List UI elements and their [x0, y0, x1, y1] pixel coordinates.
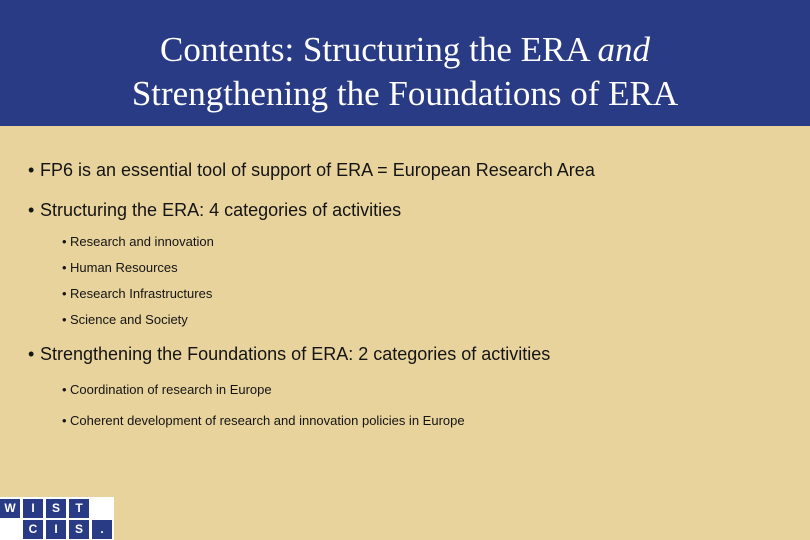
sub-bullet: [62, 260, 178, 275]
bullet-strengthening: [28, 344, 550, 365]
logo-cell: C: [23, 520, 43, 539]
sub-bullet: [62, 382, 272, 397]
bullet-icon: •: [62, 260, 67, 275]
bullet-icon: •: [28, 344, 35, 364]
logo-cell: T: [69, 499, 89, 518]
bullet-icon: •: [62, 382, 67, 397]
logo-cell: I: [46, 520, 66, 539]
logo-cell: .: [92, 520, 112, 539]
logo-cell: W: [0, 499, 20, 518]
bullet-icon: •: [28, 200, 35, 220]
sub-bullet-text: Coherent development of research and innovation policies in Europe: [70, 413, 465, 428]
bullet-text: Strengthening the Foundations of ERA: 2 categories of activities: [40, 344, 551, 364]
title-line-2: Strengthening the Foundations of ERA: [131, 74, 679, 113]
logo-cell: I: [23, 499, 43, 518]
bullet-text: Structuring the ERA: 4 categories of activities: [40, 200, 402, 220]
sub-bullet: [62, 312, 188, 327]
sub-bullet-text: Research and innovation: [70, 234, 214, 249]
bullet-icon: •: [62, 312, 67, 327]
sub-bullet: [62, 234, 214, 249]
sub-bullet-text: Research Infrastructures: [70, 286, 213, 301]
bullet-structuring: [28, 200, 401, 221]
wist-cis-logo: [0, 497, 114, 540]
sub-bullet-text: Human Resources: [70, 260, 178, 275]
title-italic-word: and: [597, 30, 650, 69]
bullet-fp6: [28, 160, 595, 181]
sub-bullet-text: Science and Society: [70, 312, 188, 327]
logo-cell: S: [46, 499, 66, 518]
bullet-text: FP6 is an essential tool of support of ERA = European Research Area: [40, 160, 595, 180]
bullet-icon: •: [62, 234, 67, 249]
title-line-1-text: Contents: Structuring the ERA: [160, 30, 598, 69]
bullet-icon: •: [62, 413, 67, 428]
sub-bullet: [62, 413, 465, 428]
sub-bullet: [62, 286, 212, 301]
sub-bullet-text: Coordination of research in Europe: [70, 382, 272, 397]
bullet-icon: •: [62, 286, 67, 301]
logo-cell: S: [69, 520, 89, 539]
bullet-icon: •: [28, 160, 35, 180]
